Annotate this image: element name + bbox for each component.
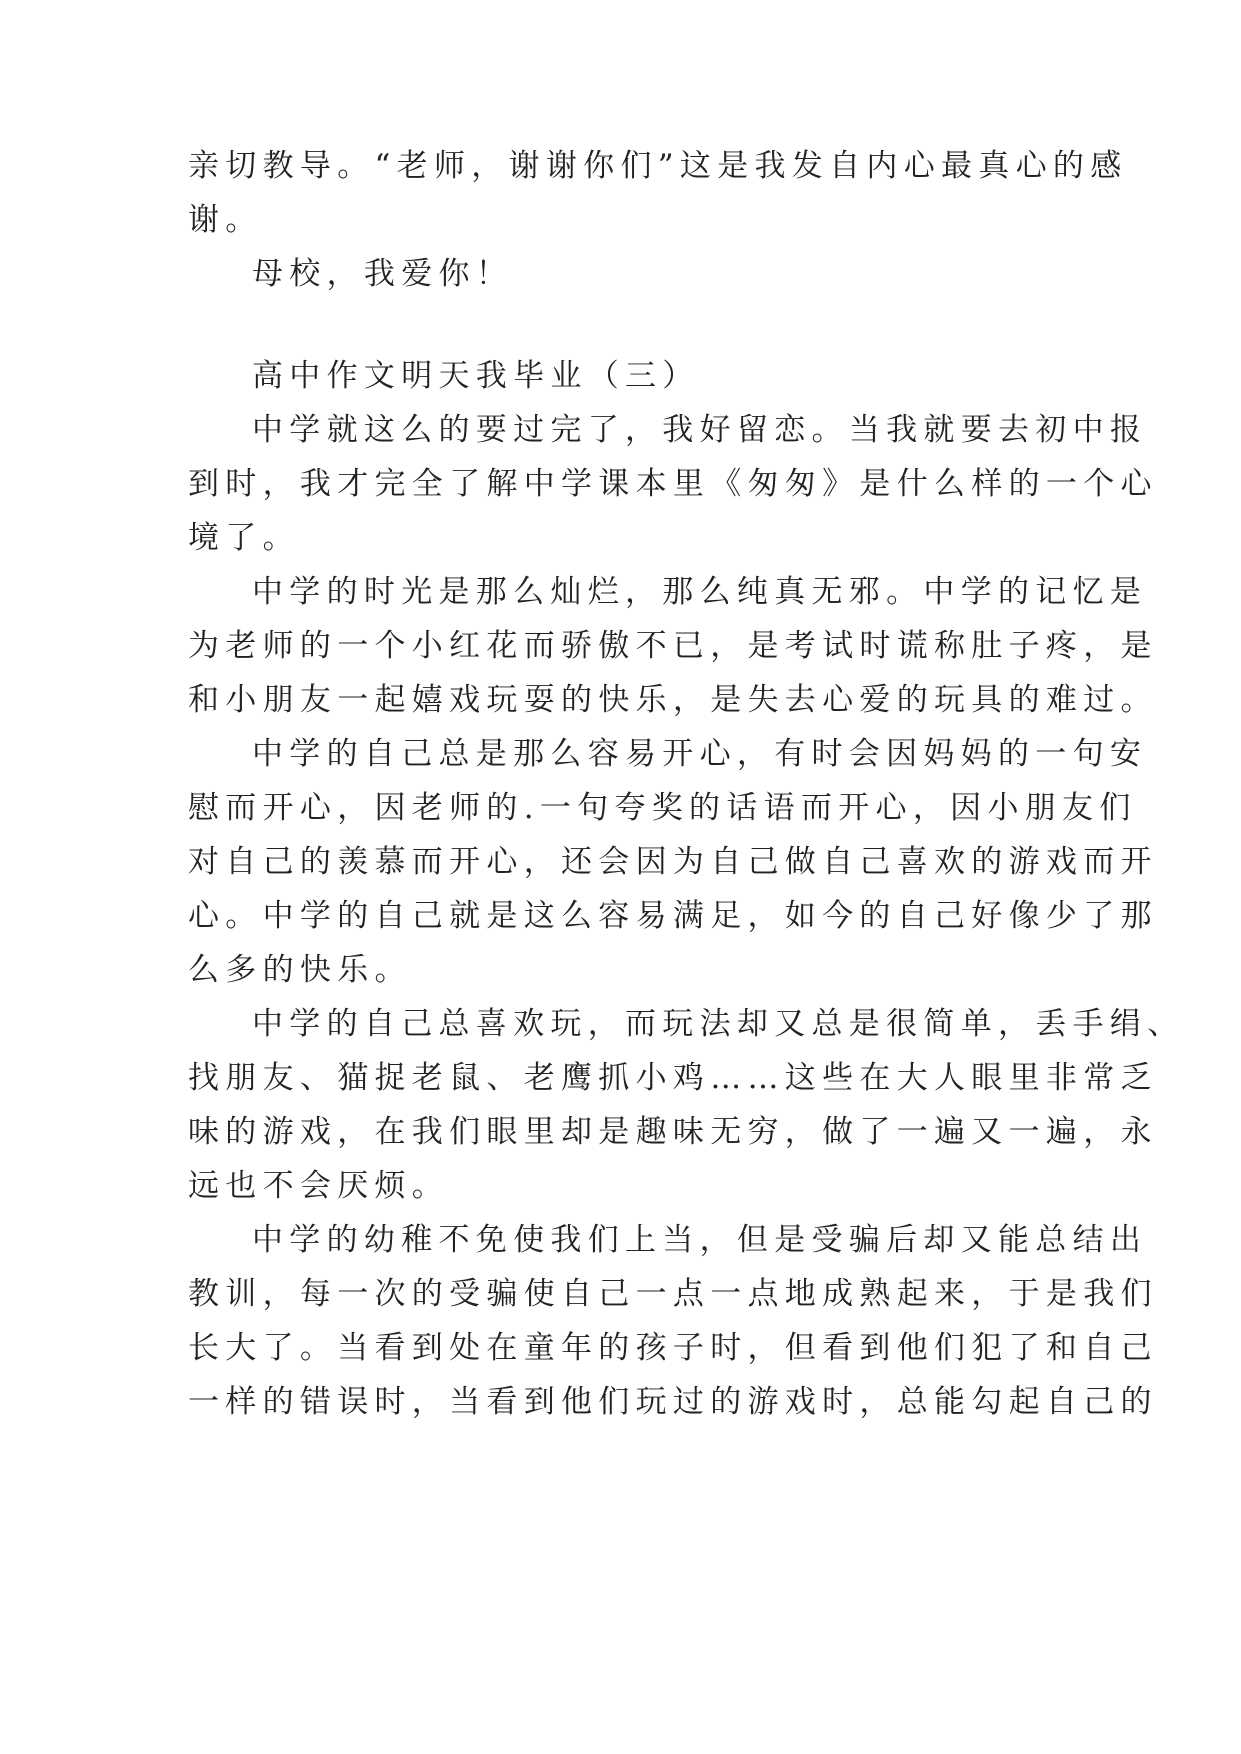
- text-line: 慰而开心，因老师的.一句夸奖的话语而开心，因小朋友们: [188, 790, 1137, 826]
- text-line: 中学的自己总喜欢玩，而玩法却又总是很简单，丢手绢、: [252, 1006, 1185, 1042]
- text-line: 谢。: [188, 202, 263, 238]
- text-line: 心。中学的自己就是这么容易满足，如今的自己好像少了那: [188, 898, 1158, 934]
- text-line: 为老师的一个小红花而骄傲不已，是考试时谎称肚子疼，是: [188, 628, 1158, 664]
- text-line: 远也不会厌烦。: [188, 1168, 450, 1204]
- text-line: 中学的自己总是那么容易开心，有时会因妈妈的一句安: [252, 736, 1148, 772]
- text-line: 中学就这么的要过完了，我好留恋。当我就要去初中报: [252, 412, 1148, 448]
- section-title: 高中作文明天我毕业（三）: [252, 358, 700, 394]
- text-line: 味的游戏，在我们眼里却是趣味无穷，做了一遍又一遍，永: [188, 1114, 1158, 1150]
- text-line: 一样的错误时，当看到他们玩过的游戏时，总能勾起自己的: [188, 1384, 1158, 1420]
- text-line: 到时，我才完全了解中学课本里《匆匆》是什么样的一个心: [188, 466, 1158, 502]
- text-line: 教训，每一次的受骗使自己一点一点地成熟起来，于是我们: [188, 1276, 1158, 1312]
- text-line: 长大了。当看到处在童年的孩子时，但看到他们犯了和自己: [188, 1330, 1158, 1366]
- text-line: 母校，我爱你！: [252, 256, 514, 292]
- text-line: 和小朋友一起嬉戏玩耍的快乐，是失去心爱的玩具的难过。: [188, 682, 1158, 718]
- text-line: 对自己的羡慕而开心，还会因为自己做自己喜欢的游戏而开: [188, 844, 1158, 880]
- text-line: 中学的幼稚不免使我们上当，但是受骗后却又能总结出: [252, 1222, 1148, 1258]
- text-line: 中学的时光是那么灿烂，那么纯真无邪。中学的记忆是: [252, 574, 1148, 610]
- text-line: 境了。: [188, 520, 300, 556]
- text-line: 亲切教导。“老师，谢谢你们”这是我发自内心最真心的感: [188, 148, 1128, 184]
- text-line: 找朋友、猫捉老鼠、老鹰抓小鸡……这些在大人眼里非常乏: [188, 1060, 1158, 1096]
- text-line: 么多的快乐。: [188, 952, 412, 988]
